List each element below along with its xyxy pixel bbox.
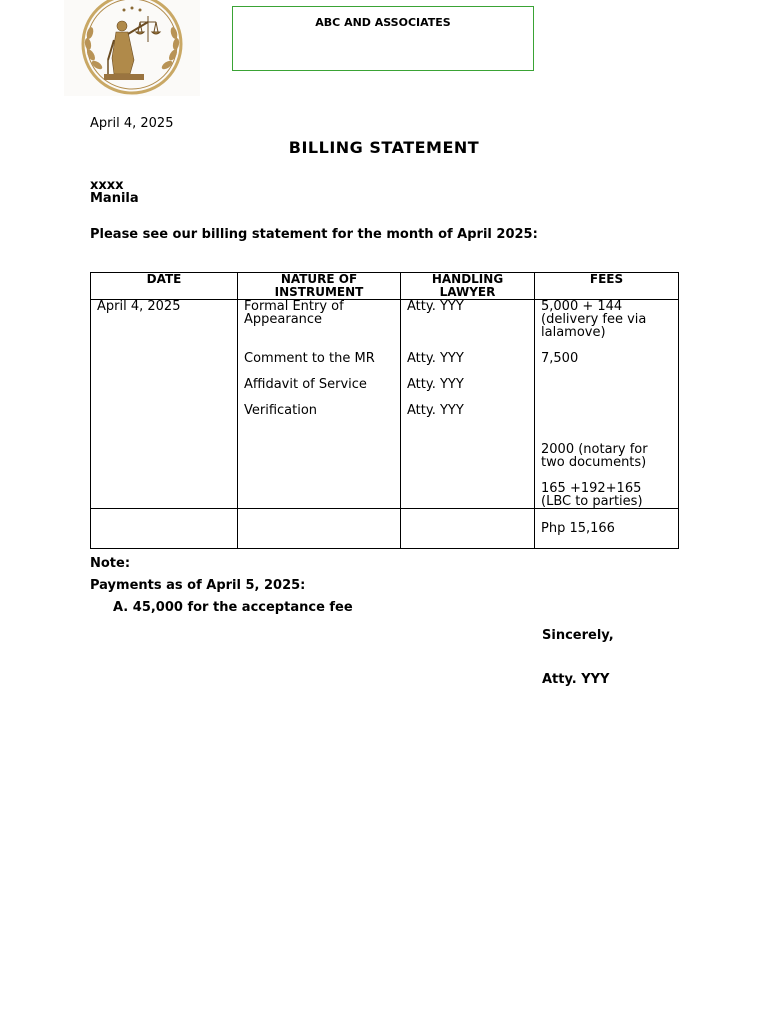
instrument-4: Verification (244, 403, 318, 418)
header-date: DATE (91, 273, 238, 300)
instrument-1-line2: Appearance (244, 312, 323, 327)
header-fees: FEES (535, 273, 679, 300)
fee-1-line1: 5,000 + 144 (541, 299, 623, 314)
lawyer-2: Atty. YYY (407, 351, 464, 366)
instrument-2: Comment to the MR (244, 351, 375, 366)
payments-label: Payments as of April 5, 2025: (90, 578, 306, 593)
signatory-name: Atty. YYY (542, 672, 610, 687)
recipient-block (90, 179, 139, 205)
fee-4-line1: 165 +192+165 (541, 481, 642, 496)
lawyer-4: Atty. YYY (407, 403, 464, 418)
page-title: BILLING STATEMENT (288, 138, 480, 157)
table-row (91, 300, 679, 509)
firm-logo (64, 0, 200, 96)
payment-item (113, 600, 353, 615)
lawyer-3: Atty. YYY (407, 377, 464, 392)
fee-1-line2: (delivery fee via (541, 312, 647, 327)
total-empty-cell-3 (401, 509, 535, 549)
lawyer-1: Atty. YYY (407, 299, 464, 314)
total-cell (535, 509, 679, 549)
fee-3-line2: two documents) (541, 455, 647, 470)
instrument-3: Affidavit of Service (244, 377, 367, 392)
row-date-cell (91, 300, 238, 509)
intro-text: Please see our billing statement for the month of April 2025: (90, 227, 538, 242)
recipient-city: Manila (90, 191, 139, 206)
payment-item-marker: A. (113, 600, 129, 615)
closing-sincerely: Sincerely, (542, 628, 614, 643)
row-date: April 4, 2025 (97, 299, 181, 314)
lady-justice-icon (64, 0, 200, 96)
total-empty-cell-2 (238, 509, 401, 549)
fee-1-line3: lalamove) (541, 325, 606, 340)
firm-name: ABC AND ASSOCIATES (315, 16, 451, 29)
total-empty-cell-1 (91, 509, 238, 549)
table-total-row (91, 509, 679, 549)
letter-date: April 4, 2025 (90, 116, 174, 131)
note-label: Note: (90, 556, 131, 571)
billing-table (90, 272, 679, 549)
firm-header-box (232, 6, 534, 71)
table-header-row (91, 273, 679, 300)
total-amount: Php 15,166 (541, 521, 615, 536)
recipient-name: xxxx (90, 178, 124, 193)
payment-item-text: 45,000 for the acceptance fee (132, 600, 353, 615)
header-lawyer: HANDLING LAWYER (401, 273, 535, 300)
header-nature: NATURE OF INSTRUMENT (238, 273, 401, 300)
fees-cell (535, 300, 679, 509)
fee-2: 7,500 (541, 351, 579, 366)
nature-cell (238, 300, 401, 509)
lawyer-cell (401, 300, 535, 509)
fee-3-line1: 2000 (notary for (541, 442, 648, 457)
instrument-1-line1: Formal Entry of (244, 299, 344, 314)
fee-4-line2: (LBC to parties) (541, 494, 643, 509)
